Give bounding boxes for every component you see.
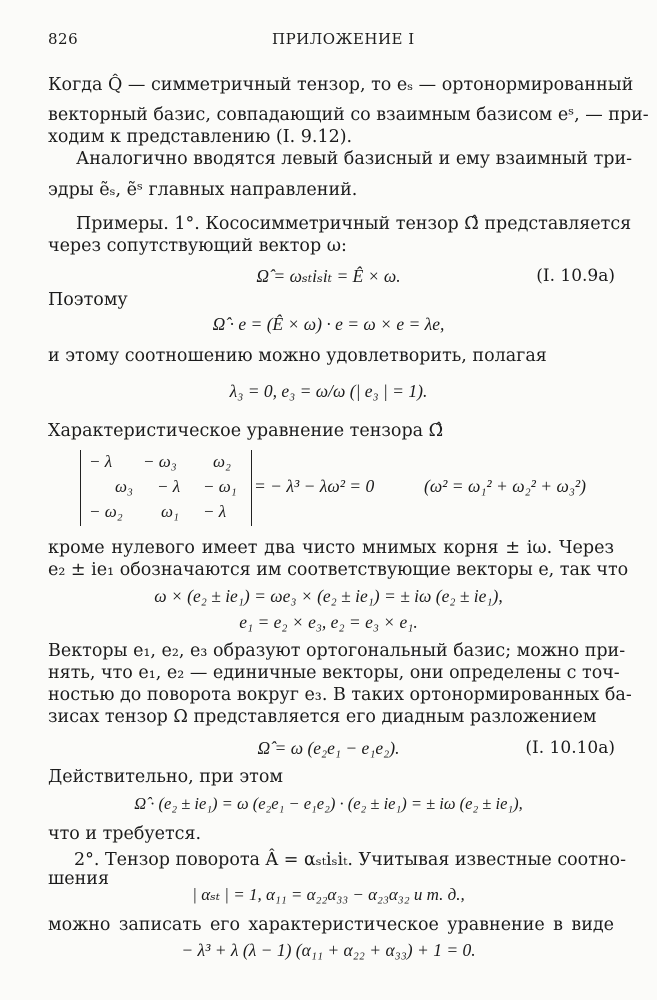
text-line-17: Действительно, при этом [48, 767, 283, 787]
equation-10: − λ³ + λ (λ − 1) (α₁₁ + α₂₂ + α₃₃) + 1 = 0. [181, 940, 476, 960]
text-line-8: Поэтому [48, 290, 128, 310]
equation-7: Ω̂ = ω (e₂e₁ − e₁e₂). [257, 738, 400, 758]
matrix-cell: − λ [157, 477, 181, 496]
example-heading-line: Примеры. 1°. Кососимметричный тензор Ω̂ представляется [76, 214, 632, 234]
equation-number-1: (I. 10.9а) [536, 266, 615, 286]
running-title: ПРИЛОЖЕНИЕ I [272, 30, 415, 48]
text-line-14: нять, что e₁, e₂ — единичные векторы, они определены с точ- [48, 663, 620, 683]
equation-number-2: (I. 10.10а) [525, 738, 615, 758]
text-line-3: ходим к представлению (I. 9.12). [48, 127, 353, 147]
text-line-15: ностью до поворота вокруг e₃. В таких ортонормированных ба- [48, 685, 632, 705]
matrix-cell: ω₃ [115, 477, 133, 496]
matrix-cell: − ω₁ [203, 477, 237, 496]
equation-5: ω × (e₂ ± ie₁) = ωe₃ × (e₂ ± ie₁) = ± iω (e₂ ± ie₁), [154, 586, 503, 606]
omega-squared-note: (ω² = ω₁² + ω₂² + ω₃²) [424, 476, 586, 496]
matrix-cell: ω₁ [161, 502, 179, 521]
equation-8: Ω̂ · (e₂ ± ie₁) = ω (e₂e₁ − e₁e₂) · (e₂ ± ie₁) = ± iω (e₂ ± ie₁), [134, 794, 523, 813]
characteristic-equation-rhs: = − λ³ − λω² = 0 [254, 476, 375, 496]
text-line-5: эдры ẽₛ, ẽˢ главных направлений. [48, 180, 358, 200]
text-line-4: Аналогично вводятся левый базисный и ему взаимный три- [76, 149, 633, 169]
text-line-1: Когда Q̂ — симметричный тензор, то eₛ — ортонормированный [48, 75, 634, 95]
text-line-18: что и требуется. [48, 824, 202, 844]
text-line-19: 2°. Тензор поворота Â = αₛₜiₛiₜ. Учитывая известные соотно- [74, 850, 626, 870]
page-number: 826 [48, 30, 79, 48]
text-line-12: e₂ ± ie₁ обозначаются им соответствующие векторы e, так что [48, 560, 629, 580]
text-line-11: кроме нулевого имеет два чисто мнимых корня ± iω. Через [48, 538, 614, 558]
matrix-cell: − ω₂ [89, 502, 123, 521]
text-line-13: Векторы e₁, e₂, e₃ образуют ортогональный базис; можно при- [48, 641, 626, 661]
matrix-cell: − ω₃ [143, 452, 177, 471]
text-line-20: шения [48, 869, 109, 889]
determinant-matrix [80, 450, 252, 526]
equation-3: λ₃ = 0, e₃ = ω/ω (| e₃ | = 1). [229, 381, 428, 401]
equation-9: | αₛₜ | = 1, α₁₁ = α₂₂α₃₃ − α₂₃α₃₂ и т. д., [192, 885, 465, 904]
matrix-cell: − λ [203, 502, 227, 521]
equation-1: Ω̂ = ωₛₜiₛiₜ = Ê × ω. [256, 266, 401, 286]
text-line-7: через сопутствующий вектор ω: [48, 236, 347, 256]
text-line-16: зисах тензор Ω представляется его диадным разложением [48, 707, 597, 727]
text-line-10: Характеристическое уравнение тензора Ω̂ [48, 421, 444, 441]
text-line-2: векторный базис, совпадающий со взаимным базисом eˢ, — при- [48, 105, 649, 125]
matrix-cell: ω₂ [213, 452, 231, 471]
text-line-9: и этому соотношению можно удовлетворить, полагая [48, 346, 547, 366]
text-line-21: можно записать его характеристическое уравнение в виде [48, 915, 614, 935]
equation-6: e₁ = e₂ × e₃, e₂ = e₃ × e₁. [239, 612, 418, 632]
matrix-cell: − λ [89, 452, 113, 471]
equation-2: Ω̂ · e = (Ê × ω) · e = ω × e = λe, [212, 314, 445, 334]
